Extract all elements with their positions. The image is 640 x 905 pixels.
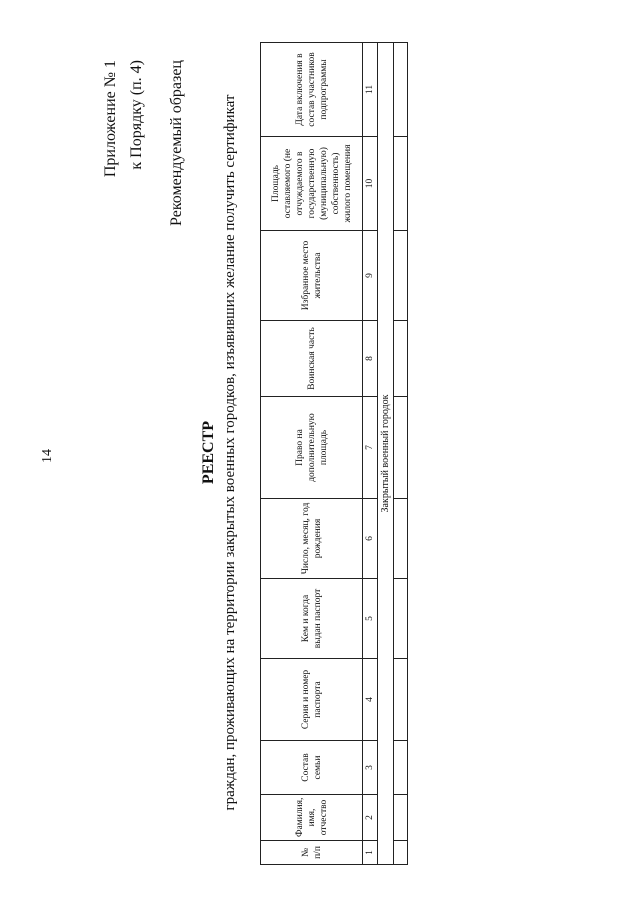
header-cell-passport-number: Серия и номер паспорта: [261, 659, 363, 741]
document-title: РЕЕСТР: [200, 420, 217, 485]
column-number: 9: [363, 231, 378, 321]
column-number: 1: [363, 841, 378, 865]
empty-cell: [394, 397, 408, 499]
header-cell-birth-date: Число, месяц, год рождения: [261, 499, 363, 579]
header-cell-inclusion-date: Дата включения в состав участников подпрограммы: [261, 43, 363, 137]
column-number: 3: [363, 741, 378, 795]
column-number: 2: [363, 795, 378, 841]
document-subtitle: граждан, проживающих на территории закрытых военных городков, изъявивших желание получить сертификат: [222, 94, 238, 811]
empty-cell: [394, 741, 408, 795]
header-cell-military-unit: Воинская часть: [261, 321, 363, 397]
column-number: 7: [363, 397, 378, 499]
empty-cell: [394, 579, 408, 659]
header-cell-full-name: Фамилия, имя, отчество: [261, 795, 363, 841]
empty-cell: [394, 841, 408, 865]
group-row: [378, 43, 394, 865]
header-cell-left-housing-area: Площадь оставляемого (не отчуждаемого в государственную (муниципальную) собственность) жилого помещения: [261, 137, 363, 231]
page-number: 14: [40, 449, 55, 463]
empty-cell: [394, 43, 408, 137]
recommended-sample-label: Рекомендуемый образец: [168, 60, 185, 226]
header-row: [261, 43, 363, 865]
header-cell-family: Состав семьи: [261, 741, 363, 795]
appendix-block: [98, 60, 150, 177]
appendix-line-1: Приложение № 1: [102, 60, 119, 178]
empty-cell: [394, 137, 408, 231]
empty-cell: [394, 231, 408, 321]
empty-cell: [394, 321, 408, 397]
header-cell-passport-issued: Кем и когда выдан паспорт: [261, 579, 363, 659]
registry-table: [260, 42, 408, 865]
column-number-row: [363, 43, 378, 865]
empty-cell: [394, 499, 408, 579]
header-cell-number: № п/п: [261, 841, 363, 865]
column-number: 4: [363, 659, 378, 741]
column-number: 10: [363, 137, 378, 231]
header-cell-chosen-residence: Избранное место жительства: [261, 231, 363, 321]
column-number: 5: [363, 579, 378, 659]
group-label: Закрытый военный городок: [378, 43, 394, 865]
appendix-line-2: к Порядку (п. 4): [128, 60, 145, 170]
empty-table-row: [394, 43, 408, 865]
header-cell-extra-area: Право на дополнительную площадь: [261, 397, 363, 499]
empty-cell: [394, 659, 408, 741]
column-number: 6: [363, 499, 378, 579]
column-number: 8: [363, 321, 378, 397]
empty-cell: [394, 795, 408, 841]
column-number: 11: [363, 43, 378, 137]
